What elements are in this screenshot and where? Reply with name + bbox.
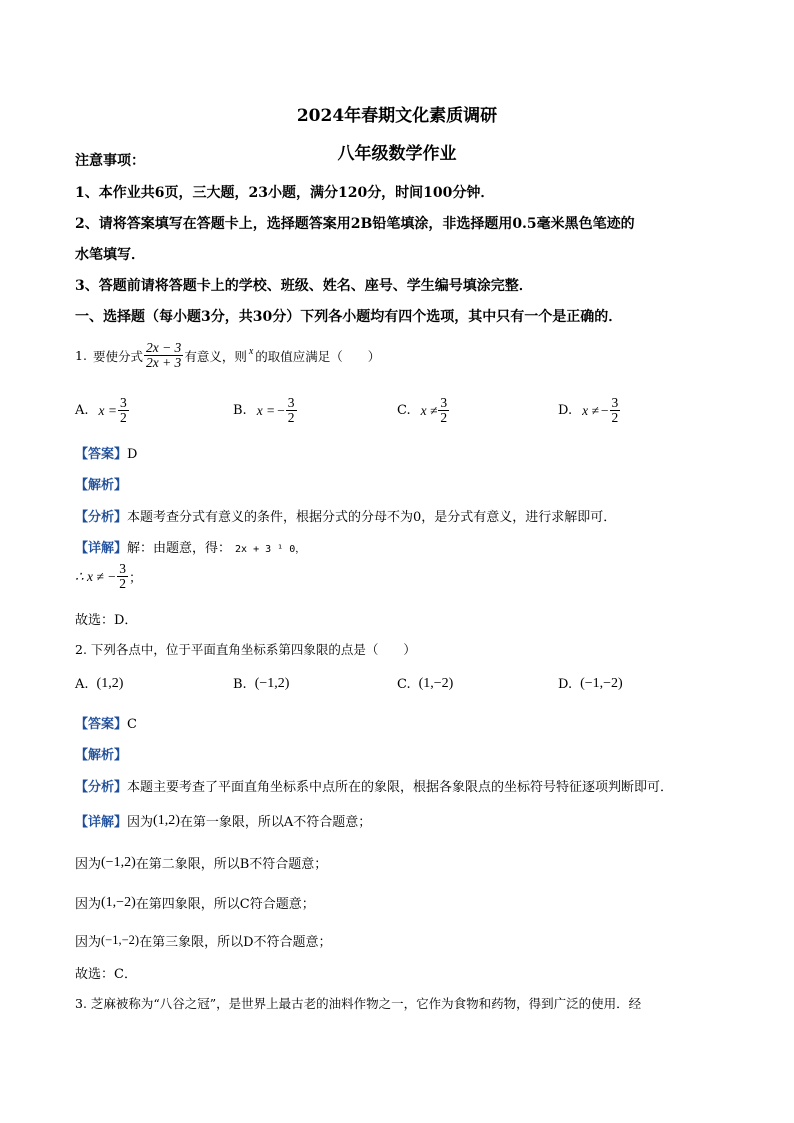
line-pre: 因为 bbox=[75, 935, 102, 950]
fenxi-text: 本题主要考查了平面直角坐标系中点所在的象限，根据各象限点的坐标符号特征逐项判断即可． bbox=[127, 780, 674, 795]
option-label: A. bbox=[75, 403, 89, 419]
line-point: (1,−2) bbox=[101, 894, 136, 910]
xiangjie-line-2b bbox=[75, 853, 327, 872]
therefore-den: 2 bbox=[119, 576, 126, 592]
therefore-fraction bbox=[117, 562, 128, 591]
xiangjie-line-2d bbox=[75, 931, 332, 950]
question-text: 有意义，则 bbox=[184, 348, 247, 364]
option-fraction bbox=[118, 396, 129, 425]
option-label: C. bbox=[397, 676, 411, 692]
therefore-lhs: ∴ x ≠ − bbox=[75, 568, 117, 584]
option-b bbox=[233, 396, 298, 425]
fraction-numerator: 2x − 3 bbox=[145, 340, 182, 355]
therefore-line bbox=[75, 562, 142, 591]
xiangjie-line-1 bbox=[75, 537, 305, 556]
answer-value: C bbox=[127, 717, 137, 732]
option-value: (1,−2) bbox=[418, 676, 454, 691]
question-3-stem: 3. 芝麻被称为“八谷之冠”，是世界上最古老的油料作物之一，它作为食物和药物，得到广泛的使用．经 bbox=[75, 996, 642, 1011]
section-heading: 一、选择题（每小题3分，共30分）下列各小题均有四个选项，其中只有一个是正确的． bbox=[75, 309, 623, 325]
question-text: 要使分式 bbox=[92, 348, 143, 364]
option-fraction bbox=[438, 396, 449, 425]
analysis-heading-2 bbox=[75, 744, 127, 763]
line-pre: 因为 bbox=[75, 897, 102, 912]
xiangjie-tag: 【详解】 bbox=[75, 541, 128, 556]
option-den: 2 bbox=[287, 410, 295, 426]
question-1-stem bbox=[75, 341, 380, 370]
option-lhs: x ≠ bbox=[582, 402, 599, 418]
variable: x bbox=[248, 346, 254, 358]
option-label: B. bbox=[233, 676, 247, 692]
analysis-heading-1 bbox=[75, 474, 127, 493]
notice-item-1: 1、本作业共6页，三大题，23小题，满分120分，时间100分钟． bbox=[75, 185, 495, 201]
line-post: 在第二象限，所以B不符合题意； bbox=[135, 857, 328, 872]
option-b bbox=[233, 676, 289, 692]
option-num: 3 bbox=[120, 395, 127, 410]
answer-tag: 【答案】 bbox=[75, 447, 128, 462]
xiangjie-tag: 【详解】 bbox=[75, 815, 128, 830]
option-a bbox=[75, 396, 130, 425]
option-a bbox=[75, 676, 123, 692]
option-d bbox=[558, 676, 623, 692]
option-value: (−1,2) bbox=[254, 676, 290, 691]
line-point: (−1,−2) bbox=[101, 933, 140, 947]
question-2-stem: 2. 下列各点中，位于平面直角坐标系第四象限的点是（ ） bbox=[75, 642, 416, 657]
option-lhs: x ≠ bbox=[420, 402, 438, 418]
notice-item-3: 3、答题前请将答题卡上的学校、班级、姓名、座号、学生编号填涂完整． bbox=[75, 278, 533, 294]
fraction bbox=[144, 341, 183, 370]
line-post: 在第四象限，所以C符合题意； bbox=[135, 897, 315, 912]
therefore-tail: ； bbox=[128, 571, 142, 587]
option-sign: − bbox=[277, 402, 285, 418]
line-point: (1,2) bbox=[153, 812, 180, 828]
fenxi-tag: 【分析】 bbox=[75, 510, 128, 525]
page-title: 2024年春期文化素质调研 bbox=[296, 106, 498, 126]
xiangjie-line-2c bbox=[75, 893, 315, 912]
fenxi-text: 本题考查分式有意义的条件，根据分式的分母不为0，是分式有意义，进行求解即可． bbox=[127, 510, 617, 525]
choose-line-1: 故选：D． bbox=[75, 613, 138, 628]
option-d bbox=[558, 396, 621, 425]
line-post: 在第一象限，所以A不符合题意； bbox=[179, 815, 372, 830]
option-value: (1,2) bbox=[96, 676, 124, 691]
option-fraction bbox=[610, 396, 621, 425]
xiangjie-text: 解：由题意，得： bbox=[127, 541, 232, 556]
option-label: B. bbox=[233, 403, 247, 419]
option-label: C. bbox=[397, 403, 411, 419]
answer-line-1 bbox=[75, 443, 137, 462]
question-number: 1. bbox=[75, 348, 87, 364]
fenxi-line-1 bbox=[75, 506, 616, 525]
option-den: 2 bbox=[440, 410, 448, 426]
fenxi-line-2 bbox=[75, 776, 673, 795]
option-c bbox=[397, 676, 453, 692]
option-value: (−1,−2) bbox=[580, 676, 623, 691]
line-point: (−1,2) bbox=[101, 854, 136, 870]
answer-value: D bbox=[127, 447, 138, 462]
analysis-tag: 【解析】 bbox=[75, 748, 128, 763]
answer-tag: 【答案】 bbox=[75, 717, 128, 732]
option-den: 2 bbox=[120, 410, 127, 426]
option-num: 3 bbox=[440, 395, 448, 410]
option-label: A. bbox=[75, 676, 89, 692]
choose-line-2: 故选：C． bbox=[75, 967, 137, 982]
option-num: 3 bbox=[611, 395, 619, 410]
question-text: 的取值应满足（ ） bbox=[255, 348, 381, 364]
xiangjie-line-2a bbox=[75, 811, 371, 830]
therefore-num: 3 bbox=[119, 561, 126, 576]
line-pre: 因为 bbox=[75, 857, 102, 872]
option-label: D. bbox=[558, 403, 573, 419]
xiangjie-expr: 2x + 3 ¹ 0， bbox=[235, 544, 306, 555]
analysis-tag: 【解析】 bbox=[75, 478, 128, 493]
option-c bbox=[397, 396, 450, 425]
option-den: 2 bbox=[611, 410, 619, 426]
option-sign: − bbox=[600, 402, 609, 418]
notice-item-2-cont: 水笔填写． bbox=[75, 247, 145, 263]
page-subtitle: 八年级数学作业 bbox=[337, 144, 457, 164]
line-pre: 因为 bbox=[127, 815, 154, 830]
fenxi-tag: 【分析】 bbox=[75, 780, 128, 795]
option-fraction bbox=[286, 396, 297, 425]
option-lhs: x = bbox=[256, 402, 276, 418]
option-label: D. bbox=[558, 676, 573, 692]
option-lhs: x = bbox=[98, 402, 118, 418]
line-post: 在第三象限，所以D不符合题意； bbox=[139, 935, 332, 950]
notice-heading: 注意事项： bbox=[75, 153, 145, 169]
option-num: 3 bbox=[287, 395, 295, 410]
fraction-denominator: 2x + 3 bbox=[145, 355, 182, 371]
notice-item-2: 2、请将答案填写在答题卡上，选择题答案用2B铅笔填涂，非选择题用0.5毫米黑色笔迹的 bbox=[75, 216, 635, 232]
answer-line-2 bbox=[75, 713, 137, 732]
